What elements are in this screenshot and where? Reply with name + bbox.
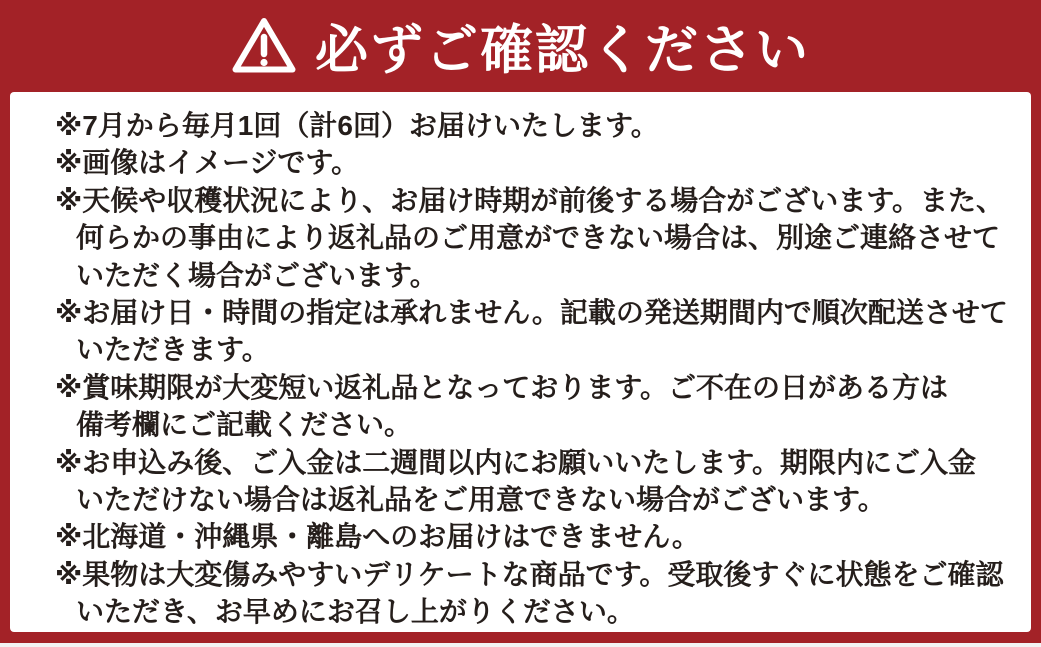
notice-line xyxy=(55,444,1011,481)
notice-line-continuation: いただけない場合は返礼品をご用意できない場合がございます。 xyxy=(76,483,886,515)
notice-line xyxy=(55,294,1011,331)
notice-text: お申込み後、ご入金は二週間以内にお願いいたします。期限内にご入金 xyxy=(82,446,976,478)
notice-list xyxy=(55,107,1011,630)
notice-line xyxy=(55,182,1011,219)
notice-text: 賞味期限が大変短い返礼品となっております。ご不在の日がある方は xyxy=(82,371,948,403)
bottom-strip xyxy=(0,643,1041,647)
notice-item xyxy=(55,556,1011,631)
notice-line xyxy=(55,556,1011,593)
reference-mark: ※ xyxy=(55,184,83,216)
banner-header xyxy=(0,0,1041,92)
reference-mark: ※ xyxy=(55,110,83,141)
warning-triangle-icon xyxy=(231,16,297,76)
reference-mark: ※ xyxy=(55,558,83,590)
notice-item xyxy=(55,518,1011,555)
reference-mark: ※ xyxy=(55,371,83,403)
notice-item xyxy=(55,182,1011,294)
notice-line-continuation: いただき、お早めにお召し上がりください。 xyxy=(76,596,635,628)
notice-line-continuation: いただきます。 xyxy=(76,334,270,366)
reference-mark: ※ xyxy=(55,446,83,478)
banner-title: 必ずご確認ください xyxy=(315,21,810,80)
notice-line-continuation: 何らかの事由により返礼品のご用意ができない場合は、別途ご連絡させて xyxy=(76,222,1001,254)
notice-panel xyxy=(10,92,1031,632)
notice-item xyxy=(55,369,1011,444)
notice-text: 北海道・沖縄県・離島へのお届けはできません。 xyxy=(82,521,700,553)
notice-line xyxy=(55,518,1011,555)
notice-text: 7月から毎月1回（計6回）お届けいたします。 xyxy=(82,110,659,141)
notice-item xyxy=(55,444,1011,519)
notice-item xyxy=(55,107,1011,144)
notice-line-continuation: 備考欄にご記載ください。 xyxy=(76,409,413,441)
notice-text: 果物は大変傷みやすいデリケートな商品です。受取後すぐに状態をご確認 xyxy=(82,558,1004,590)
reference-mark: ※ xyxy=(55,296,83,328)
reference-mark: ※ xyxy=(55,147,83,179)
notice-line xyxy=(55,107,1011,144)
reference-mark: ※ xyxy=(55,521,83,553)
notice-line xyxy=(55,144,1011,181)
notice-item xyxy=(55,144,1011,181)
notice-item xyxy=(55,294,1011,369)
notice-line-continuation: いただく場合がございます。 xyxy=(76,259,438,291)
notice-text: 画像はイメージです。 xyxy=(82,147,360,179)
notice-line xyxy=(55,369,1011,406)
notice-text: お届け日・時間の指定は承れません。記載の発送期間内で順次配送させて xyxy=(82,296,1008,328)
notice-text: 天候や収穫状況により、お届け時期が前後する場合がございます。また、 xyxy=(82,184,1004,216)
